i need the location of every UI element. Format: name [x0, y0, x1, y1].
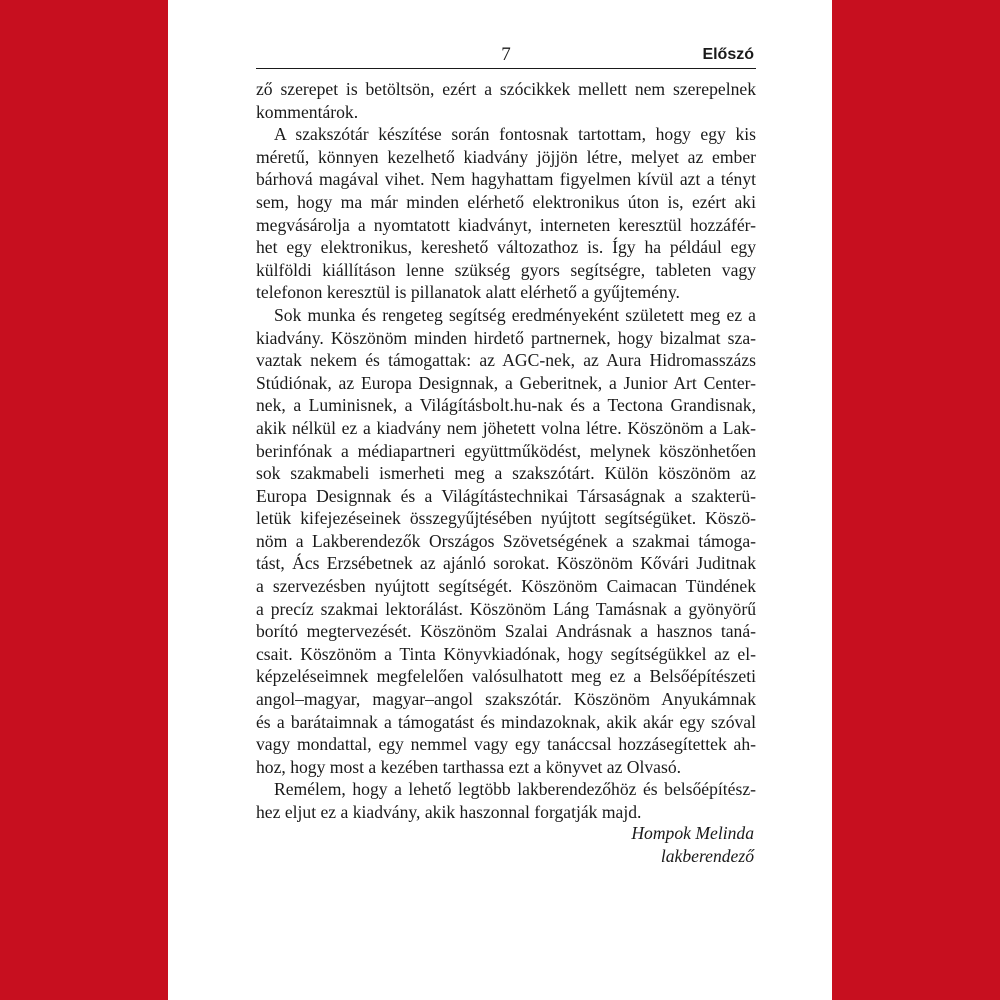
- text-line: méretű, könnyen kezelhető kiadvány jöjjön létre, melyet az ember: [256, 146, 756, 167]
- text-line: a precíz szakmai lektorálást. Köszönöm Láng Tamásnak a gyönyörű: [256, 598, 756, 619]
- text-line: A szakszótár készítése során fontosnak tartottam, hogy egy kis: [274, 124, 756, 145]
- text-line: kommentárok.: [256, 101, 359, 122]
- text-line: berinfónak a médiapartneri együttműködést, melynek köszönhetően: [256, 440, 756, 461]
- text-line: Stúdiónak, az Europa Designnak, a Geberitnek, a Junior Art Center-: [256, 372, 756, 393]
- running-header: [256, 40, 756, 69]
- text-line: Remélem, hogy a lehető legtöbb lakberendezőhöz és belsőépítész-: [274, 779, 756, 800]
- text-line: ző szerepet is betöltsön, ezért a szócikkek mellett nem szerepelnek: [256, 79, 756, 99]
- text-line: Europa Designnak és a Világítástechnikai Társaságnak a szakterü-: [256, 485, 756, 506]
- text-line: hez eljut ez a kiadvány, akik haszonnal forgatják majd.: [256, 802, 642, 822]
- paragraph-4: [256, 778, 756, 823]
- text-line: kiadvány. Köszönöm minden hirdető partnernek, hogy bizalmat sza-: [256, 327, 756, 348]
- text-line: nek, a Luminisnek, a Világításbolt.hu-nak és a Tectona Grandisnak,: [256, 395, 756, 416]
- body-text: [256, 78, 756, 824]
- signature-block: [256, 822, 756, 867]
- text-line: tást, Ács Erzsébetnek az ajánló sorokat. Köszönöm Kővári Juditnak: [256, 553, 756, 574]
- text-line: borító megtervezését. Köszönöm Szalai Andrásnak a hasznos taná-: [256, 621, 756, 642]
- text-line: nöm a Lakberendezők Országos Szövetségének a szakmai támoga-: [256, 530, 756, 551]
- text-line: Sok munka és rengeteg segítség eredményeként született meg ez a: [274, 304, 756, 325]
- section-title: Előszó: [702, 46, 754, 63]
- text-line: és a barátaimnak a támogatást és mindazoknak, akik akár egy szóval: [256, 711, 756, 732]
- author-name: Hompok Melinda: [631, 823, 754, 843]
- text-line: akik nélkül ez a kiadvány nem jöhetett volna létre. Köszönöm a Lak-: [256, 417, 756, 438]
- text-line: sok szakmabeli ismerheti meg a szakszótárt. Külön köszönöm az: [256, 463, 756, 484]
- text-line: csait. Köszönöm a Tinta Könyvkiadónak, hogy segítségükkel az el-: [256, 643, 756, 664]
- text-line: vaztak nekem és támogattak: az AGC-nek, az Aura Hidromasszázs: [256, 350, 756, 371]
- text-line: telefonon keresztül is pillanatok alatt elérhető a gyűjtemény.: [256, 282, 680, 303]
- text-line: sem, hogy ma már minden elérhető elektronikus úton is, ezért aki: [256, 191, 756, 212]
- paragraph-3: [256, 304, 756, 778]
- text-line: képzeléseimnek megfelelően valósulhatott meg ez a Belsőépítészeti: [256, 666, 756, 687]
- text-line: het egy elektronikus, kereshető változathoz is. Így ha például egy: [256, 237, 756, 258]
- text-line: bárhová magával vihet. Nem hagyhattam figyelmen kívül azt a tényt: [256, 169, 756, 190]
- paragraph-2: [256, 123, 756, 304]
- text-line: angol–magyar, magyar–angol szakszótár. Köszönöm Anyukámnak: [256, 689, 756, 710]
- book-page: [168, 0, 832, 1000]
- text-line: a szervezésben nyújtott segítségét. Köszönöm Caimacan Tündének: [256, 576, 756, 597]
- text-line: vagy mondattal, egy nemmel vagy egy tanáccsal hozzásegítettek ah-: [256, 734, 756, 755]
- text-line: letük kifejezéseinek összegyűjtésében nyújtott segítségüket. Köszö-: [256, 508, 756, 529]
- text-line: hoz, hogy most a kezében tarthassa ezt a könyvet az Olvasó.: [256, 756, 682, 777]
- text-line: külföldi kiállításon lenne szükség gyors segítségre, tableten vagy: [256, 259, 756, 280]
- text-line: megvásárolja a nyomtatott kiadványt, interneten keresztül hozzáfér-: [256, 214, 756, 235]
- page-number: 7: [501, 44, 511, 65]
- paragraph-1: [256, 78, 756, 123]
- author-role: lakberendező: [660, 845, 754, 866]
